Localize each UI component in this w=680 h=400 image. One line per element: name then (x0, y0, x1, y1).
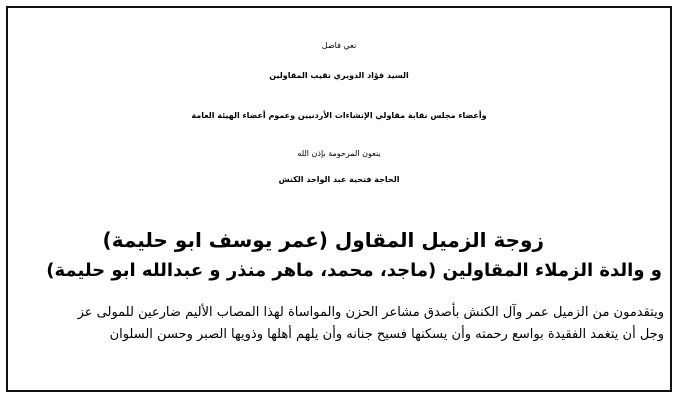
condolence-line-1: ويتقدمون من الزميل عمر وآل الكنش بأصدق مشاعر الحزن والمواساة لهذا المصاب الأليم ضارعين للمولى عز (77, 305, 664, 320)
spouse-line: زوجة الزميل المقاول (عمر يوسف ابو حليمة) (102, 228, 544, 252)
mother-line: و والدة الزملاء المقاولين (ماجد، محمد، ماهر منذر و عبدالله ابو حليمة) (46, 260, 662, 281)
mourning-line: ينعون المرحومة بإذن الله (297, 149, 381, 158)
council-line: وأعضاء مجلس نقابة مقاولي الإنشاءات الأردنيين وعموم أعضاء الهيئة العامة (191, 111, 487, 120)
obituary-notice (8, 8, 670, 390)
deceased-name: الحاجة فتحية عبد الواحد الكنش (278, 175, 400, 184)
person-line: السيد فؤاد الدويري نقيب المقاولين (269, 71, 409, 80)
condolence-line-2: وجل أن يتغمد الفقيدة بواسع رحمته وأن يسكنها فسيح جنانه وأن يلهم أهلها وذويها الصبر وحسن السلوان (109, 327, 664, 342)
announcer-line: نعي فاضل (321, 41, 357, 50)
